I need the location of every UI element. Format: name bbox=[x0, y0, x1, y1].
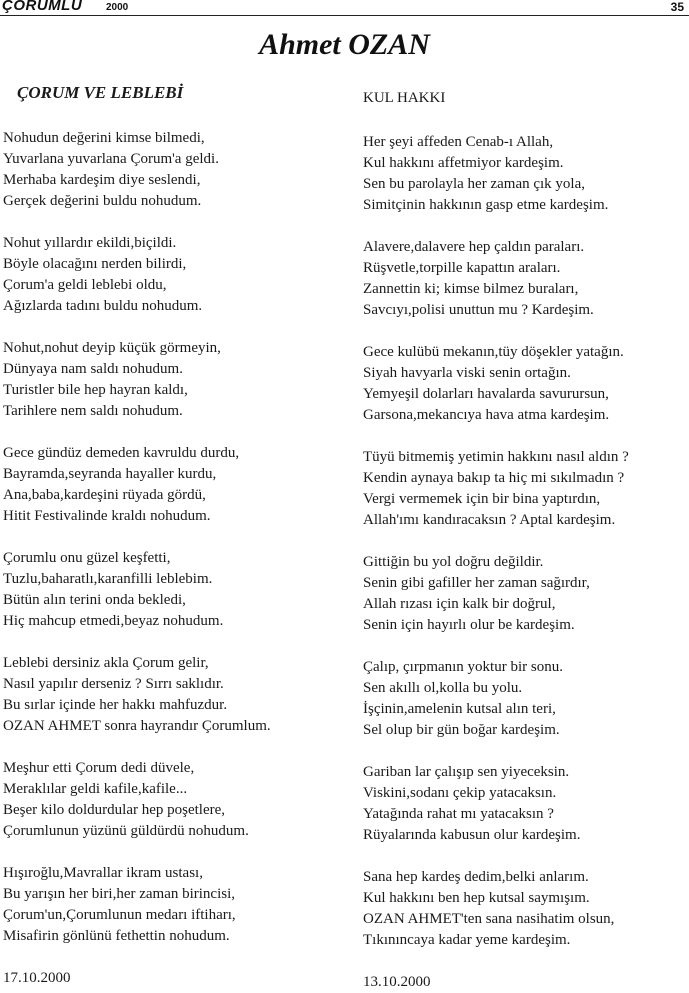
poem-line: Meşhur etti Çorum dedi düvele, bbox=[3, 760, 195, 776]
stanza bbox=[363, 132, 689, 216]
poem-line: Savcıyı,polisi unuttun mu ? Kardeşim. bbox=[363, 302, 594, 318]
poem-date: 13.10.2000 bbox=[363, 974, 431, 990]
poem-line: Kul hakkını ben hep kutsal saymışım. bbox=[363, 890, 590, 906]
header-year: 2000 bbox=[106, 2, 129, 13]
poem-line: Zannettin ki; kimse bilmez buraları, bbox=[363, 281, 579, 297]
poem-line: Viskini,sodanı çekip yatacaksın. bbox=[363, 785, 557, 801]
poem-line: Her şeyi affeden Cenab-ı Allah, bbox=[363, 134, 554, 150]
poem-line: Vergi vermemek için bir bina yaptırdın, bbox=[363, 491, 601, 507]
stanza bbox=[3, 758, 338, 842]
header-divider bbox=[0, 15, 689, 16]
poem-line: Rüşvetle,torpille kapattın araları. bbox=[363, 260, 561, 276]
poem-line: Yatağında rahat mı yatacaksın ? bbox=[363, 806, 554, 822]
stanza bbox=[363, 447, 689, 531]
poem-line: Simitçinin hakkının gasp etme kardeşim. bbox=[363, 197, 609, 213]
stanza bbox=[3, 443, 338, 527]
poem-line: Tıkınıncaya kadar yeme kardeşim. bbox=[363, 932, 571, 948]
poem-line: Kul hakkını affetmiyor kardeşim. bbox=[363, 155, 564, 171]
stanza bbox=[363, 867, 689, 951]
poem-line: Leblebi dersiniz akla Çorum gelir, bbox=[3, 655, 209, 671]
poem-line: Bu yarışın her biri,her zaman birincisi, bbox=[3, 886, 236, 902]
poem-line: Tüyü bitmemiş yetimin hakkını nasıl aldın ? bbox=[363, 449, 629, 465]
poem-line: OZAN AHMET sonra hayrandır Çorumlum. bbox=[3, 718, 271, 734]
poem-line: Turistler bile hep hayran kaldı, bbox=[3, 382, 188, 398]
poem-line: Misafirin gönlünü fethettin nohudum. bbox=[3, 928, 230, 944]
poem-line: Garsona,mekancıya hava atma kardeşim. bbox=[363, 407, 610, 423]
poem-line: Tarihlere nem saldı nohudum. bbox=[3, 403, 183, 419]
poem-line: Nohut,nohut deyip küçük görmeyin, bbox=[3, 340, 221, 356]
stanza bbox=[3, 233, 338, 317]
poem-line: Hiç mahcup etmedi,beyaz nohudum. bbox=[3, 613, 224, 629]
page-header bbox=[0, 0, 689, 16]
magazine-logo: ÇORUMLU bbox=[2, 0, 83, 14]
poem-line: Sen akıllı ol,kolla bu yolu. bbox=[363, 680, 523, 696]
poem-line: OZAN AHMET'ten sana nasihatim olsun, bbox=[363, 911, 615, 927]
poem-line: Allah'ımı kandıracaksın ? Aptal kardeşim. bbox=[363, 512, 616, 528]
poem-line: Tuzlu,baharatlı,karanfilli leblebim. bbox=[3, 571, 213, 587]
stanza bbox=[3, 128, 338, 212]
poem-line: Kendin aynaya bakıp ta hiç mi sıkılmadın ? bbox=[363, 470, 625, 486]
poem-line: Bütün alın terini onda bekledi, bbox=[3, 592, 186, 608]
poem-line: Allah rızası için kalk bir doğrul, bbox=[363, 596, 556, 612]
poem-line: Meraklılar geldi kafile,kafile... bbox=[3, 781, 188, 797]
poem-line: Çalıp, çırpmanın yoktur bir sonu. bbox=[363, 659, 563, 675]
poem-line: Çorumlunun yüzünü güldürdü nohudum. bbox=[3, 823, 249, 839]
poem-line: Sana hep kardeş dedim,belki anlarım. bbox=[363, 869, 589, 885]
poem-line: Beşer kilo doldurdular hep poşetlere, bbox=[3, 802, 226, 818]
poem-line: Nohut yıllardır ekildi,biçildi. bbox=[3, 235, 177, 251]
stanza bbox=[3, 548, 338, 632]
poem-line: Gece gündüz demeden kavruldu durdu, bbox=[3, 445, 240, 461]
poem-line: Nasıl yapılır derseniz ? Sırrı saklıdır. bbox=[3, 676, 224, 692]
poem-line: Bu sırlar içinde her hakkı mahfuzdur. bbox=[3, 697, 228, 713]
poem-line: Sen bu parolayla her zaman çık yola, bbox=[363, 176, 585, 192]
poem-line: Gece kulübü mekanın,tüy döşekler yatağın. bbox=[363, 344, 624, 360]
poem-line: Merhaba kardeşim diye seslendi, bbox=[3, 172, 201, 188]
poem-line: Yuvarlana yuvarlana Çorum'a geldi. bbox=[3, 151, 219, 167]
poem-line: Çorum'un,Çorumlunun medarı iftiharı, bbox=[3, 907, 236, 923]
poem-line: İşçinin,amelenin kutsal alın teri, bbox=[363, 701, 556, 717]
poem-line: Gariban lar çalışıp sen yiyeceksin. bbox=[363, 764, 570, 780]
poem-title: ÇORUM VE LEBLEBİ bbox=[17, 83, 184, 102]
poem-line: Dünyaya nam saldı nohudum. bbox=[3, 361, 183, 377]
stanza bbox=[363, 657, 689, 741]
stanza bbox=[3, 653, 338, 737]
poem-title: KUL HAKKI bbox=[363, 90, 446, 106]
poem-line: Ana,baba,kardeşini rüyada gördü, bbox=[3, 487, 206, 503]
poem-stanzas bbox=[363, 132, 689, 951]
poem-line: Nohudun değerini kimse bilmedi, bbox=[3, 130, 205, 146]
stanza bbox=[363, 342, 689, 426]
author-name: Ahmet OZAN bbox=[259, 28, 430, 61]
poem-line: Gittiğin bu yol doğru değildir. bbox=[363, 554, 544, 570]
stanza bbox=[363, 552, 689, 636]
poem-line: Alavere,dalavere hep çaldın paraları. bbox=[363, 239, 585, 255]
poem-stanzas bbox=[3, 128, 338, 947]
poem-line: Çorumlu onu güzel keşfetti, bbox=[3, 550, 171, 566]
poem-line: Rüyalarında kabusun olur kardeşim. bbox=[363, 827, 581, 843]
poem-kul-hakki bbox=[363, 88, 689, 993]
poem-line: Siyah havyarla viski senin ortağın. bbox=[363, 365, 571, 381]
poem-line: Böyle olacağını nerden bilirdi, bbox=[3, 256, 187, 272]
poem-line: Senin gibi gafiller her zaman sağırdır, bbox=[363, 575, 590, 591]
stanza bbox=[3, 863, 338, 947]
poem-line: Gerçek değerini buldu nohudum. bbox=[3, 193, 202, 209]
poem-line: Sel olup bir gün boğar kardeşim. bbox=[363, 722, 560, 738]
poem-line: Bayramda,seyranda hayaller kurdu, bbox=[3, 466, 217, 482]
poem-line: Ağızlarda tadını buldu nohudum. bbox=[3, 298, 203, 314]
poem-line: Yemyeşil dolarları havalarda savurursun, bbox=[363, 386, 609, 402]
page-number: 35 bbox=[670, 0, 684, 14]
stanza bbox=[3, 338, 338, 422]
stanza bbox=[363, 237, 689, 321]
poem-line: Hitit Festivalinde kraldı nohudum. bbox=[3, 508, 211, 524]
poem-corum-ve-leblebi bbox=[3, 82, 338, 989]
stanza bbox=[363, 762, 689, 846]
poem-line: Hışıroğlu,Mavrallar ikram ustası, bbox=[3, 865, 203, 881]
poem-line: Senin için hayırlı olur be kardeşim. bbox=[363, 617, 575, 633]
poem-date: 17.10.2000 bbox=[3, 970, 71, 986]
poem-line: Çorum'a geldi leblebi oldu, bbox=[3, 277, 167, 293]
